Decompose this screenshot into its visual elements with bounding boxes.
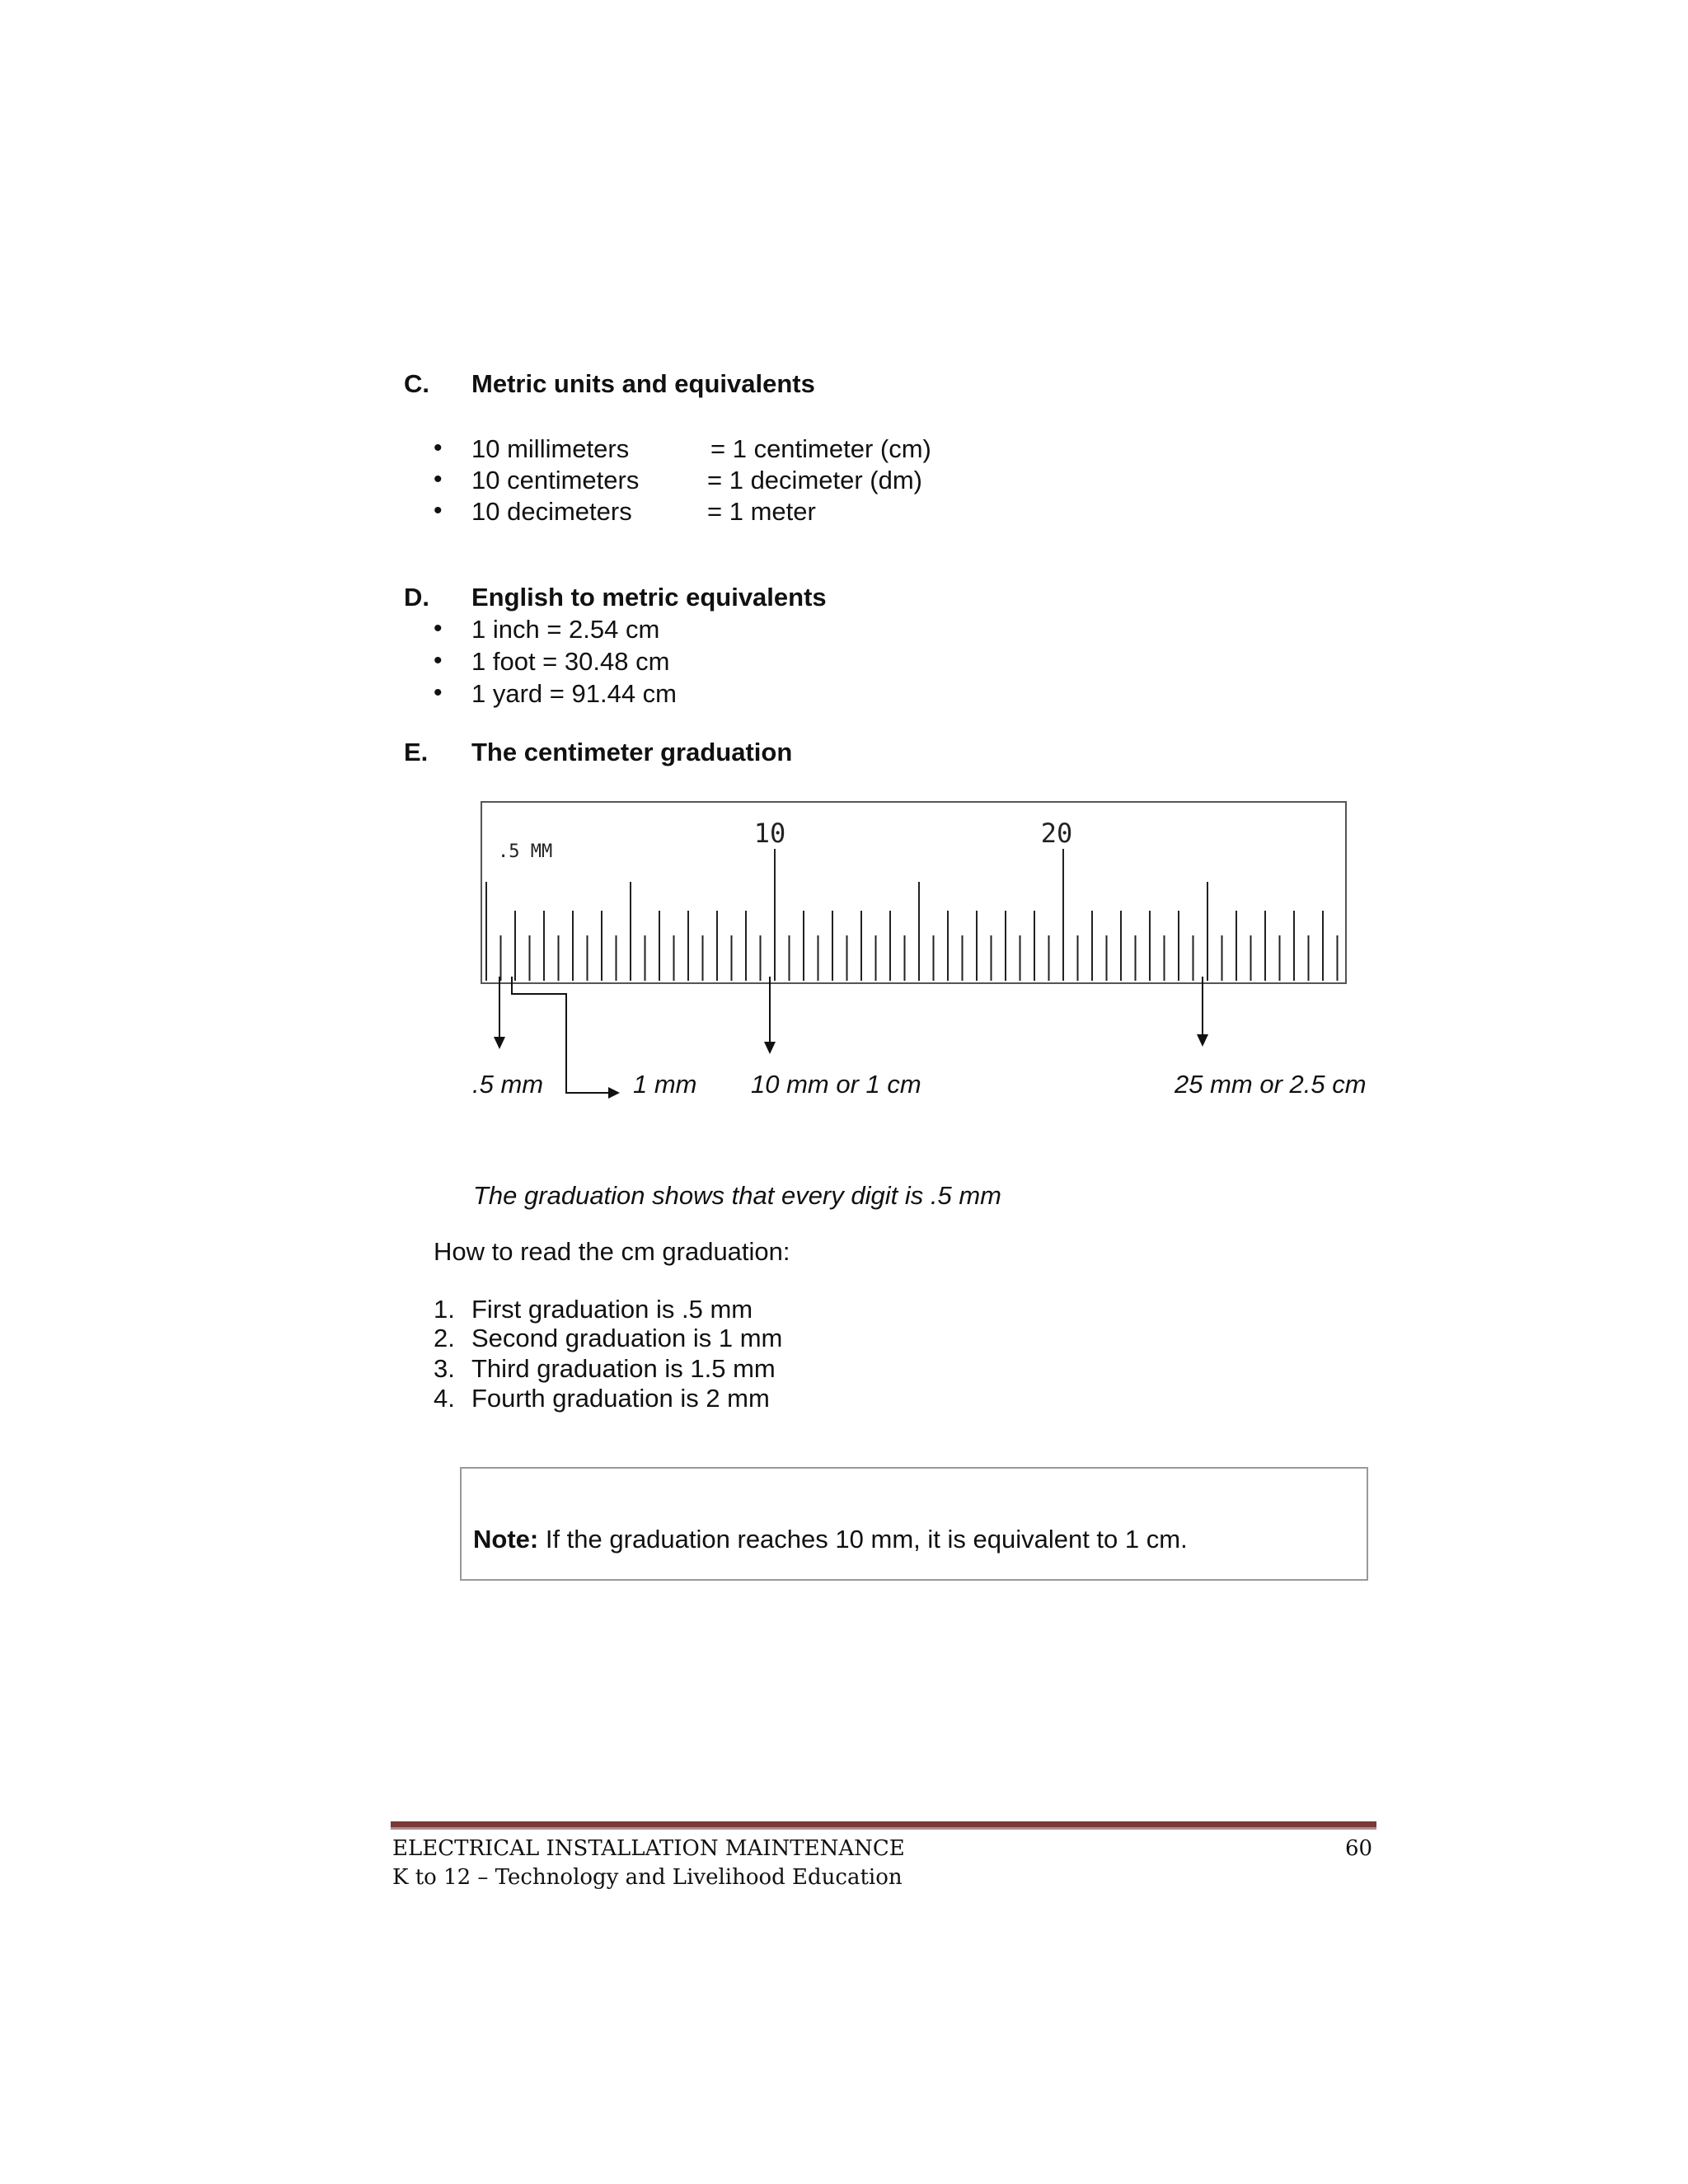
section-e-title: The centimeter graduation <box>471 738 793 766</box>
arrow-ten-mm-head <box>764 1042 776 1054</box>
ruler-unit-label: .5 MM <box>498 841 553 862</box>
note-box <box>460 1467 1368 1581</box>
step-number: 4. <box>434 1384 455 1413</box>
label-half-mm: .5 mm <box>472 1070 544 1099</box>
metric-unit-right: = 1 meter <box>707 497 816 526</box>
bullet-dot: • <box>434 647 443 674</box>
bullet-dot: • <box>434 679 443 706</box>
section-e-letter: E. <box>404 738 429 766</box>
step-text: Third graduation is 1.5 mm <box>471 1354 776 1383</box>
section-c-title: Metric units and equivalents <box>471 369 815 398</box>
note-content <box>473 1525 1188 1554</box>
ruler-major-label-20: 20 <box>1040 818 1073 849</box>
step-text: First graduation is .5 mm <box>471 1295 753 1324</box>
note-text: If the graduation reaches 10 mm, it is equivalent to 1 cm. <box>538 1525 1188 1554</box>
bullet-dot: • <box>434 497 443 524</box>
ruler-frame <box>481 802 1346 983</box>
section-d-letter: D. <box>404 583 429 612</box>
bullet-dot: • <box>434 615 443 642</box>
step-text: Fourth graduation is 2 mm <box>471 1384 770 1413</box>
bullet-dot: • <box>434 466 443 493</box>
bullet-dot: • <box>434 434 443 462</box>
section-d-title: English to metric equivalents <box>471 583 827 612</box>
metric-unit-left: 10 centimeters <box>471 466 640 494</box>
step-text: Second graduation is 1 mm <box>471 1324 783 1352</box>
arrow-half-mm-head <box>494 1037 505 1049</box>
label-one-mm: 1 mm <box>633 1070 697 1099</box>
footer-program-name: K to 12 – Technology and Livelihood Education <box>392 1865 903 1890</box>
english-metric-item: 1 inch = 2.54 cm <box>471 615 660 644</box>
arrow-twentyfive-mm-head <box>1197 1034 1208 1047</box>
step-number: 2. <box>434 1324 455 1352</box>
arrow-one-mm-head <box>608 1087 620 1099</box>
metric-unit-left: 10 decimeters <box>471 497 632 526</box>
label-twentyfive-mm: 25 mm or 2.5 cm <box>1175 1070 1367 1099</box>
footer-rule <box>391 1821 1376 1827</box>
metric-unit-right: = 1 centimeter (cm) <box>710 434 931 463</box>
metric-unit-left: 10 millimeters <box>471 434 630 463</box>
metric-unit-right: = 1 decimeter (dm) <box>707 466 923 494</box>
footer-course-title: ELECTRICAL INSTALLATION MAINTENANCE <box>392 1836 905 1861</box>
section-c-letter: C. <box>404 369 429 398</box>
ruler-major-label-10: 10 <box>753 818 786 849</box>
english-metric-item: 1 foot = 30.48 cm <box>471 647 670 676</box>
label-ten-mm: 10 mm or 1 cm <box>751 1070 921 1099</box>
step-number: 3. <box>434 1354 455 1383</box>
how-to-read-intro: How to read the cm graduation: <box>434 1237 790 1266</box>
footer-page-number: 60 <box>1345 1836 1373 1861</box>
english-metric-item: 1 yard = 91.44 cm <box>471 679 677 708</box>
note-label: Note: <box>473 1525 539 1554</box>
ruler-ticks <box>486 849 1338 981</box>
step-number: 1. <box>434 1295 455 1324</box>
ruler-caption: The graduation shows that every digit is .5 mm <box>473 1181 1001 1210</box>
footer-rule-shadow <box>391 1827 1376 1830</box>
